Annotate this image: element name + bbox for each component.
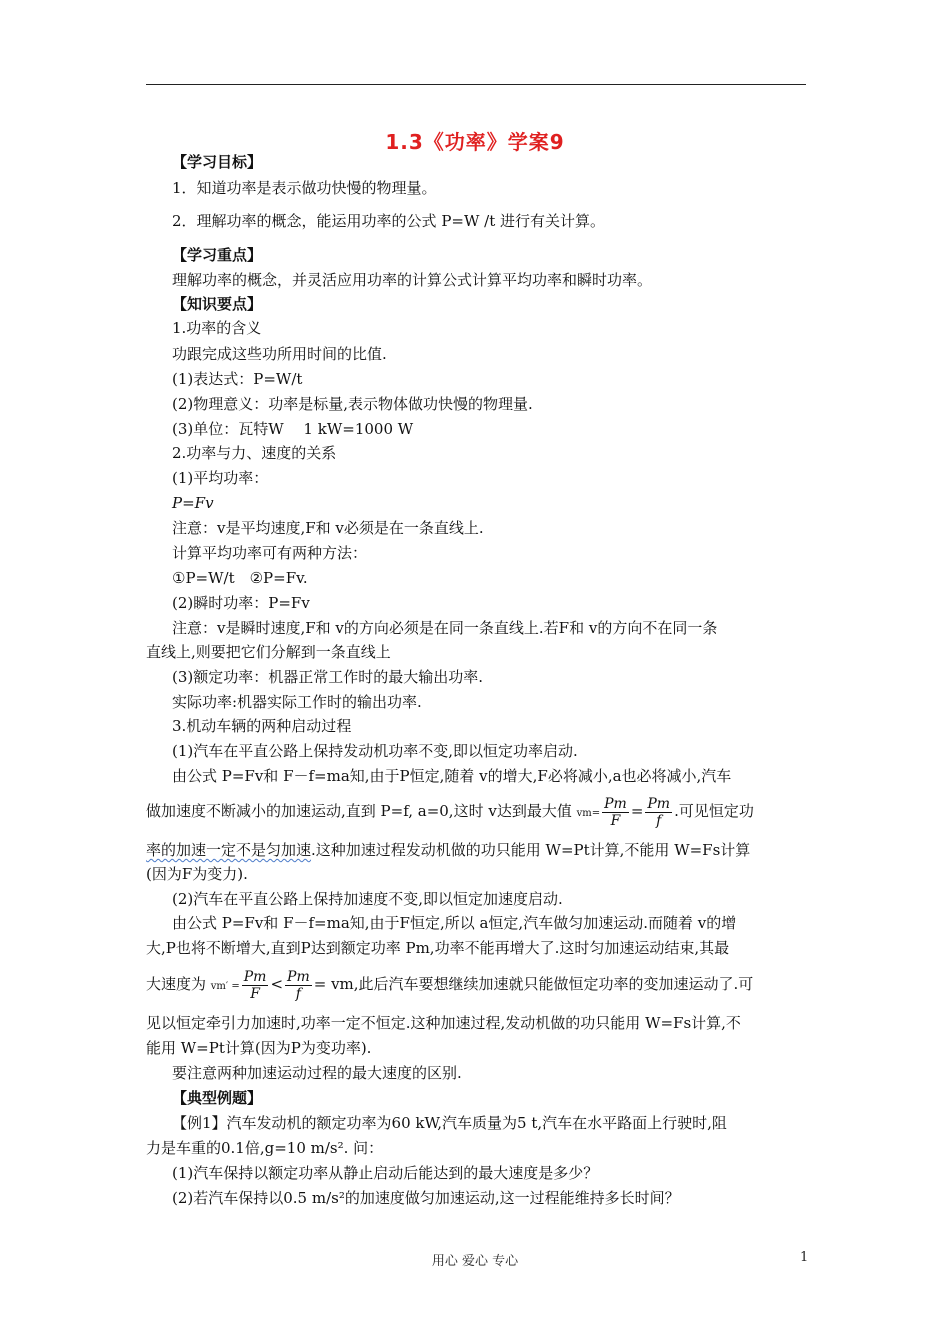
text-line: 力是车重的0.1倍,g=10 m/s². 问： xyxy=(146,1139,384,1157)
text-segment: .可见恒定功 xyxy=(674,802,754,820)
text-line: (3)单位：瓦特W 1 kW=1000 W xyxy=(172,420,414,438)
fraction-pm-over-f xyxy=(285,969,312,1002)
text-line: 注意：v是平均速度,F和 v必须是在一条直线上. xyxy=(172,519,484,537)
text-line: 1．知道功率是表示做功快慢的物理量。 xyxy=(172,179,437,197)
text-line: (因为F为变力). xyxy=(146,865,248,883)
page-number: 1 xyxy=(800,1250,809,1265)
text-line: 2.功率与力、速度的关系 xyxy=(172,444,337,462)
fraction-pm-over-f xyxy=(645,796,672,829)
text-line: 能用 W=Pt计算(因为P为变功率). xyxy=(146,1039,372,1057)
text-line: 理解功率的概念，并灵活应用功率的计算公式计算平均功率和瞬时功率。 xyxy=(172,271,653,289)
text-line: 大,P也将不断增大,直到P达到额定功率 Pm,功率不能再增大了.这时匀加速运动结束,其最 xyxy=(146,939,730,957)
text-line: 由公式 P=Fv和 F－f=ma知,由于F恒定,所以 a恒定,汽车做匀加速运动.而随着 v的增 xyxy=(172,914,737,932)
page-title: 1.3《功率》学案9 xyxy=(385,130,565,154)
formula-line: P=Fv xyxy=(172,494,214,512)
text-segment: 大速度为 xyxy=(146,975,211,993)
less-than-sign: < xyxy=(270,975,284,993)
denominator: f xyxy=(656,812,662,829)
text-line: 3.机动车辆的两种启动过程 xyxy=(172,717,352,735)
fraction-pm-over-F xyxy=(602,796,629,829)
text-line: (1)平均功率： xyxy=(172,469,269,487)
text-line: (1)汽车保持以额定功率从静止启动后能达到的最大速度是多少？ xyxy=(172,1164,599,1182)
underlined-text: 率的加速一定不是匀加速 xyxy=(146,841,312,859)
text-line: (1)汽车在平直公路上保持发动机功率不变,即以恒定功率启动. xyxy=(172,742,578,760)
text-line: ①P=W/t ②P=Fv. xyxy=(172,569,308,587)
text-segment: .这种加速过程发动机做的功只能用 W=Pt计算,不能用 W=Fs计算 xyxy=(311,841,751,859)
heading-key-points: 【学习重点】 xyxy=(172,246,263,264)
denominator: F xyxy=(610,812,621,829)
heading-examples: 【典型例题】 xyxy=(172,1089,263,1107)
numerator: Pm xyxy=(647,795,671,812)
numerator: Pm xyxy=(243,968,267,985)
text-line: 实际功率:机器实际工作时的输出功率. xyxy=(172,693,422,711)
text-line: 注意：v是瞬时速度,F和 v的方向必须是在同一条直线上.若F和 v的方向不在同一条 xyxy=(172,619,718,637)
text-line: 见以恒定牵引力加速时,功率一定不恒定.这种加速过程,发动机做的功只能用 W=Fs计算,不 xyxy=(146,1014,741,1032)
text-line: 2．理解功率的概念，能运用功率的公式 P=W /t 进行有关计算。 xyxy=(172,212,606,230)
fraction-pm-over-F xyxy=(242,969,269,1002)
page-footer: 用心 爱心 专心 xyxy=(431,1254,519,1269)
text-segment: = vm,此后汽车要想继续加速就只能做恒定功率的变加速运动了.可 xyxy=(313,975,754,993)
formula-line-vmax-prime xyxy=(146,966,753,1005)
text-line: 由公式 P=Fv和 F－f=ma知,由于P恒定,随着 v的增大,F必将减小,a也必将减小,汽车 xyxy=(172,767,732,785)
equals-sign: = xyxy=(630,802,644,820)
text-line: 计算平均功率可有两种方法： xyxy=(172,544,368,562)
text-segment: 做加速度不断减小的加速运动,直到 P=f, a=0,这时 v达到最大值 xyxy=(146,802,577,820)
formula-line-vmax xyxy=(146,793,754,832)
text-line: (2)汽车在平直公路上保持加速度不变,即以恒定加速度启动. xyxy=(172,890,563,908)
text-line xyxy=(146,840,750,860)
text-line: (2)若汽车保持以0.5 m/s²的加速度做匀加速运动,这一过程能维持多长时间？ xyxy=(172,1189,680,1207)
denominator: F xyxy=(250,985,260,1002)
text-line: 要注意两种加速运动过程的最大速度的区别. xyxy=(172,1064,462,1082)
text-line: 【例1】汽车发动机的额定功率为60 kW,汽车质量为5 t,汽车在水平路面上行驶时,阻 xyxy=(172,1114,727,1132)
heading-objectives: 【学习目标】 xyxy=(172,153,263,171)
denominator: f xyxy=(295,985,301,1002)
numerator: Pm xyxy=(604,795,627,812)
header-rule xyxy=(146,84,806,85)
text-line: (3)额定功率：机器正常工作时的最大输出功率. xyxy=(172,668,484,686)
vm-symbol: vm= xyxy=(576,808,601,819)
text-line: 功跟完成这些功所用时间的比值. xyxy=(172,345,387,363)
numerator: Pm xyxy=(287,968,310,985)
vm-prime-symbol: vm′ = xyxy=(210,981,240,992)
text-line: (2)物理意义：功率是标量,表示物体做功快慢的物理量. xyxy=(172,395,533,413)
text-line: 1.功率的含义 xyxy=(172,319,262,337)
text-line: 直线上,则要把它们分解到一条直线上 xyxy=(146,643,391,661)
heading-knowledge: 【知识要点】 xyxy=(172,295,263,313)
text-line: (1)表达式：P=W/t xyxy=(172,370,303,388)
text-line: (2)瞬时功率：P=Fv xyxy=(172,594,310,612)
